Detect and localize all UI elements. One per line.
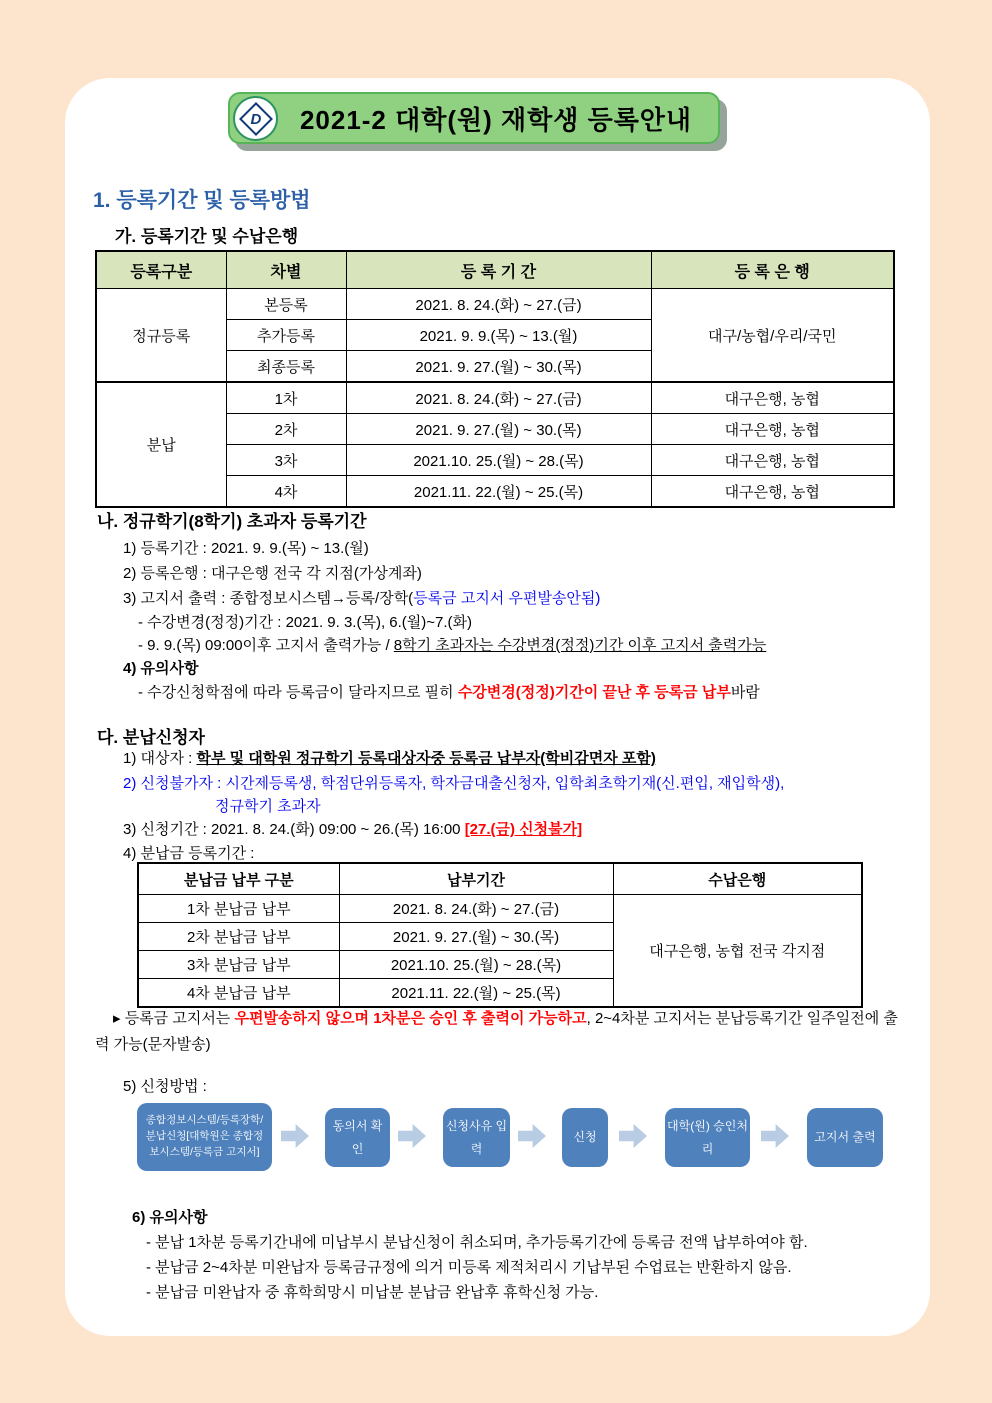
text-line bbox=[138, 681, 760, 702]
text-line bbox=[123, 747, 656, 768]
text-segment: 3) 신청기간 : 2021. 8. 24.(화) 09:00 ~ 26.(목) 16:00 bbox=[123, 821, 465, 838]
table-row bbox=[96, 382, 894, 414]
bank-cell: 대구은행, 농협 bbox=[651, 476, 894, 508]
group-label: 정규등록 bbox=[96, 289, 226, 383]
period-cell: 2021. 9. 9.(목) ~ 13.(월) bbox=[346, 320, 651, 351]
caution-item: - 분납 1차분 등록기간내에 미납부시 분납신청이 취소되며, 추가등록기간에 등록금 전액 납부하여야 함. bbox=[146, 1234, 808, 1251]
round-cell: 3차 bbox=[226, 445, 346, 476]
round-cell: 추가등록 bbox=[226, 320, 346, 351]
round-cell: 3차 분납금 납부 bbox=[138, 951, 339, 979]
period-cell: 2021. 8. 24.(화) ~ 27.(금) bbox=[339, 895, 613, 923]
round-cell: 본등록 bbox=[226, 289, 346, 320]
text-line: 4) 유의사항 bbox=[123, 660, 199, 677]
method-heading: 5) 신청방법 : bbox=[123, 1078, 207, 1095]
installment-payment-table bbox=[137, 862, 863, 1008]
text-line: 정규학기 초과자 bbox=[215, 798, 321, 815]
bank-cell: 대구은행, 농협 bbox=[651, 445, 894, 476]
notice-paragraph bbox=[95, 1006, 907, 1058]
text-line: 4) 분납금 등록기간 : bbox=[123, 845, 255, 862]
flow-step-approval: 대학(원) 승인처리 bbox=[665, 1108, 750, 1167]
document-title: 2021-2 대학(원) 재학생 등록안내 bbox=[299, 104, 693, 135]
text-segment-underline: 학부 및 대학원 정규학기 등록대상자중 등록금 납부자(학비감면자 포함) bbox=[196, 750, 656, 767]
subsection-na-heading: 나. 정규학기(8학기) 초과자 등록기간 bbox=[97, 512, 367, 531]
text-segment: ▸ 등록금 고지서는 bbox=[113, 1010, 235, 1027]
bank-cell: 대구/농협/우리/국민 bbox=[651, 289, 894, 383]
text-segment: 3) 고지서 출력 : 종합정보시스템→등록/장학( bbox=[123, 590, 414, 607]
flow-step-print: 고지서 출력 bbox=[807, 1108, 883, 1167]
round-cell: 4차 bbox=[226, 476, 346, 508]
col-header: 납부기간 bbox=[339, 863, 613, 895]
col-header: 등록구분 bbox=[96, 251, 226, 289]
round-cell: 2차 분납금 납부 bbox=[138, 923, 339, 951]
table-header-row bbox=[96, 251, 894, 289]
registration-period-table bbox=[95, 250, 895, 508]
text-line: 2) 등록은행 : 대구은행 전국 각 지점(가상계좌) bbox=[123, 565, 422, 582]
text-line bbox=[123, 818, 582, 839]
round-cell: 4차 분납금 납부 bbox=[138, 979, 339, 1008]
col-header: 차별 bbox=[226, 251, 346, 289]
text-segment-red: 수강변경(정정)기간이 끝난 후 등록금 납부 bbox=[457, 684, 731, 701]
flow-step-apply: 신청 bbox=[562, 1108, 608, 1167]
caution-item: - 분납금 2~4차분 미완납자 등록금규정에 의거 미등록 제적처리시 기납부된 수업료는 반환하지 않음. bbox=[146, 1259, 792, 1276]
col-header: 등 록 은 행 bbox=[651, 251, 894, 289]
text-line: - 수강변경(정정)기간 : 2021. 9. 3.(목), 6.(월)~7.(화) bbox=[138, 614, 473, 631]
text-segment-red: 우편발송하지 않으며 1차분은 승인 후 출력이 가능하고 bbox=[234, 1010, 587, 1027]
round-cell: 1차 분납금 납부 bbox=[138, 895, 339, 923]
subsection-ga-heading: 가. 등록기간 및 수납은행 bbox=[115, 227, 299, 246]
text-segment: , 2~4차분 고지서는 분납등록기간 일주일전에 출력 가능(문자발송) bbox=[95, 1010, 898, 1053]
bank-cell: 대구은행, 농협 bbox=[651, 414, 894, 445]
period-cell: 2021. 8. 24.(화) ~ 27.(금) bbox=[346, 289, 651, 320]
text-line bbox=[123, 587, 600, 608]
col-header: 분납금 납부 구분 bbox=[138, 863, 339, 895]
period-cell: 2021. 9. 27.(월) ~ 30.(목) bbox=[339, 923, 613, 951]
bank-cell: 대구은행, 농협 bbox=[651, 382, 894, 414]
bank-cell: 대구은행, 농협 전국 각지점 bbox=[613, 895, 862, 1008]
text-segment: 바람 bbox=[730, 684, 760, 701]
text-segment: - 수강신청학점에 따라 등록금이 달라지므로 필히 bbox=[138, 684, 458, 701]
round-cell: 1차 bbox=[226, 382, 346, 414]
round-cell: 2차 bbox=[226, 414, 346, 445]
period-cell: 2021.10. 25.(월) ~ 28.(목) bbox=[339, 951, 613, 979]
university-logo-icon bbox=[233, 96, 278, 141]
period-cell: 2021. 9. 27.(월) ~ 30.(목) bbox=[346, 351, 651, 383]
title-banner bbox=[228, 92, 720, 144]
caution-item: - 분납금 미완납자 중 휴학희망시 미납분 분납금 완납후 휴학신청 가능. bbox=[146, 1284, 599, 1301]
text-line bbox=[138, 634, 766, 655]
text-line: 1) 등록기간 : 2021. 9. 9.(목) ~ 13.(월) bbox=[123, 540, 369, 557]
text-segment-blue: 등록금 고지서 우편발송안됨) bbox=[413, 590, 601, 607]
flow-step-portal: 종합정보시스템/등록장학/분납신청[대학원은 종합정보시스템/등록금 고지서] bbox=[137, 1103, 272, 1171]
text-segment: 1) 대상자 : bbox=[123, 750, 197, 767]
period-cell: 2021. 9. 27.(월) ~ 30.(목) bbox=[346, 414, 651, 445]
table-header-row bbox=[138, 863, 862, 895]
flow-step-consent: 동의서 확인 bbox=[325, 1108, 390, 1167]
subsection-da-heading: 다. 분납신청자 bbox=[97, 728, 205, 747]
caution-heading: 6) 유의사항 bbox=[132, 1209, 208, 1226]
round-cell: 최종등록 bbox=[226, 351, 346, 383]
period-cell: 2021. 8. 24.(화) ~ 27.(금) bbox=[346, 382, 651, 414]
period-cell: 2021.11. 22.(월) ~ 25.(목) bbox=[339, 979, 613, 1008]
text-segment-underline: 8학기 초과자는 수강변경(정정)기간 이후 고지서 출력가능 bbox=[393, 637, 767, 654]
table-row bbox=[96, 289, 894, 320]
logo-diamond-shape bbox=[239, 102, 273, 136]
period-cell: 2021.10. 25.(월) ~ 28.(목) bbox=[346, 445, 651, 476]
text-segment: - 9. 9.(목) 09:00이후 고지서 출력가능 / bbox=[138, 637, 394, 654]
col-header: 등 록 기 간 bbox=[346, 251, 651, 289]
table-row bbox=[138, 895, 862, 923]
flow-step-reason: 신청사유 입력 bbox=[443, 1108, 510, 1167]
text-segment-red-underline: [27.(금) 신청불가] bbox=[464, 821, 583, 838]
col-header: 수납은행 bbox=[613, 863, 862, 895]
group-label: 분납 bbox=[96, 382, 226, 507]
logo-letter: D bbox=[250, 110, 261, 127]
text-line: 2) 신청불가자 : 시간제등록생, 학점단위등록자, 학자금대출신청자, 입학최초학기재(신.편입, 재입학생), bbox=[123, 775, 785, 792]
period-cell: 2021.11. 22.(월) ~ 25.(목) bbox=[346, 476, 651, 508]
section-1-heading: 1. 등록기간 및 등록방법 bbox=[93, 189, 311, 212]
